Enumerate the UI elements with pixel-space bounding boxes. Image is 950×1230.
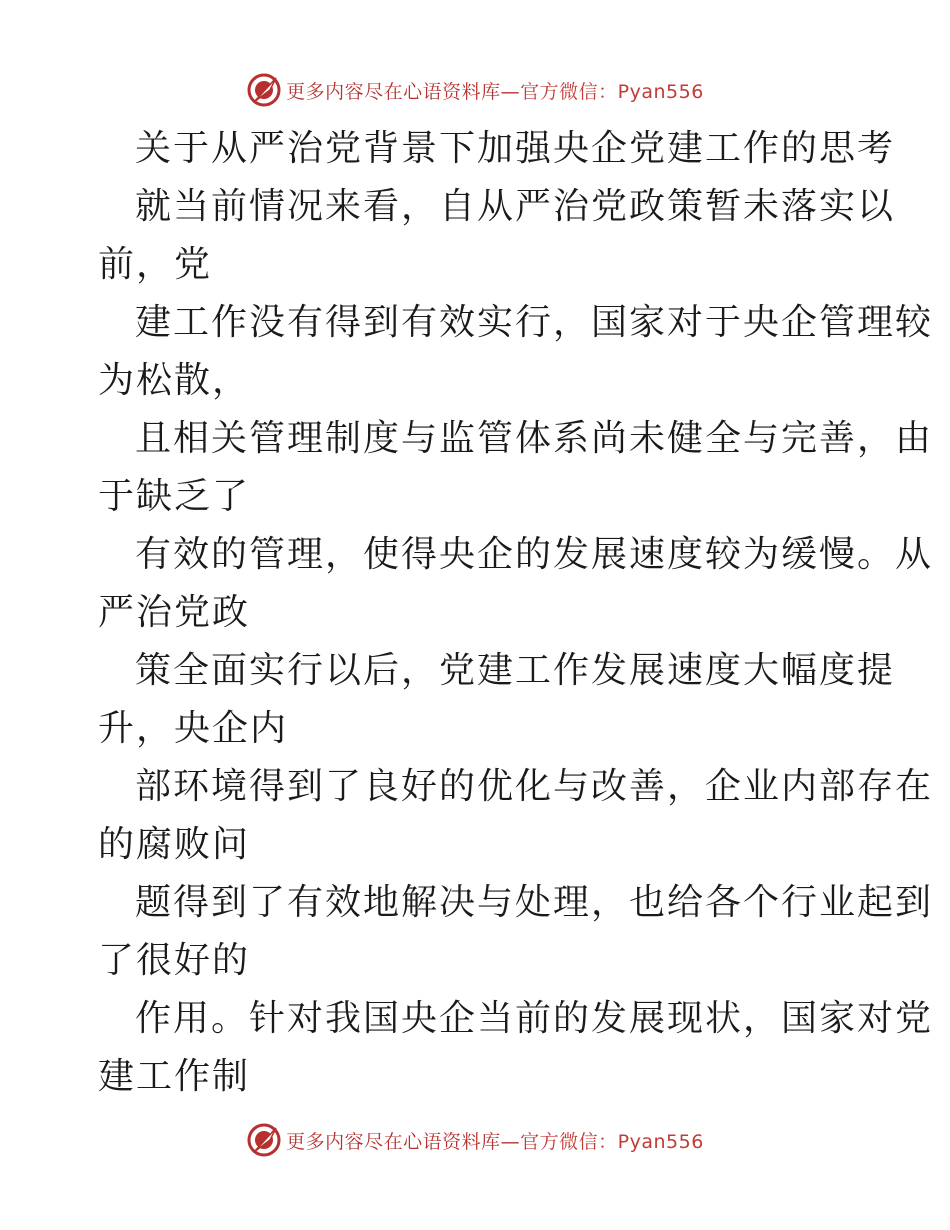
text-line: 的腐败问: [98, 824, 251, 865]
banner-wechat: 官方微信：Pyan556: [520, 80, 704, 103]
document-title: 关于从严治党背景下加强央企党建工作的思考: [135, 128, 896, 169]
text-line: 且相关管理制度与监管体系尚未健全与完善，由: [135, 418, 934, 459]
text-line: 于缺乏了: [98, 476, 251, 517]
banner-title: 更多内容尽在心语资料库—: [286, 80, 521, 103]
banner-text: [286, 1127, 704, 1154]
text-line: 有效的管理，使得央企的发展速度较为缓慢。从: [135, 534, 934, 575]
text-line: 作用。针对我国央企当前的发展现状，国家对党: [135, 998, 934, 1039]
text-line: 建工作制: [98, 1056, 251, 1097]
banner-text: [286, 77, 704, 104]
text-line: 就当前情况来看，自从严治党政策暂未落实以: [135, 186, 896, 227]
text-line: 建工作没有得到有效实行，国家对于央企管理较: [135, 302, 934, 343]
red-quill-seal-logo-icon: [246, 72, 282, 108]
footer-banner: [0, 1120, 950, 1160]
text-line: 严治党政: [98, 592, 251, 633]
text-line: 部环境得到了良好的优化与改善，企业内部存在: [135, 766, 934, 807]
text-line: 前，党: [98, 244, 213, 285]
red-quill-seal-logo-icon: [246, 1122, 282, 1158]
text-line: 升，央企内: [98, 708, 289, 749]
banner-title: 更多内容尽在心语资料库—: [286, 1130, 521, 1153]
text-line: 了很好的: [98, 940, 251, 981]
text-line: 策全面实行以后，党建工作发展速度大幅度提: [135, 650, 896, 691]
banner-wechat: 官方微信：Pyan556: [520, 1130, 704, 1153]
text-line: 为松散，: [98, 360, 251, 401]
header-banner: [0, 70, 950, 110]
text-line: 题得到了有效地解决与处理，也给各个行业起到: [135, 882, 934, 923]
